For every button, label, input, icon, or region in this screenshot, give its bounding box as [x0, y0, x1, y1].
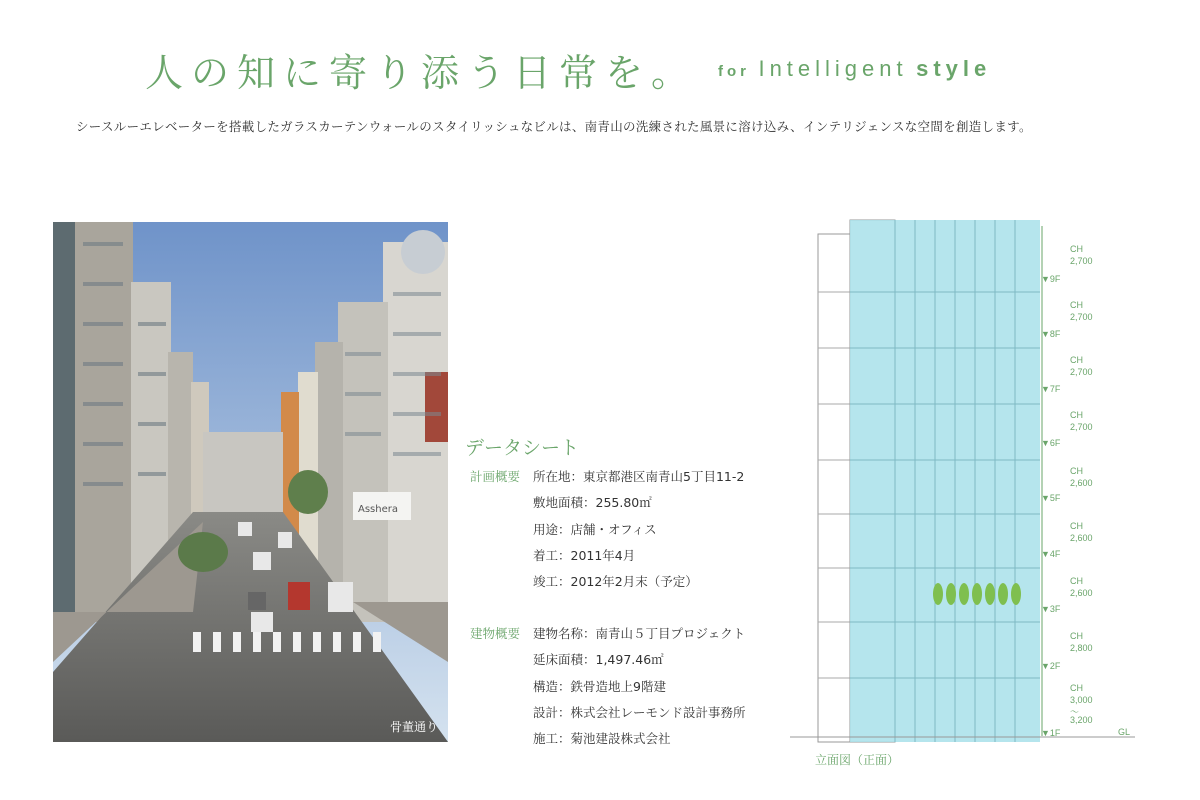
building-structure: 構造：鉄骨造地上9階建 [533, 678, 666, 694]
tagline-intelligent: Intelligent [758, 56, 908, 81]
floor-5f: ▼5F [1041, 493, 1061, 503]
plan-use: 用途：店舗・オフィス [533, 521, 657, 537]
building-name: 建物名称：南青山５丁目プロジェクト [533, 626, 746, 641]
plan-completion: 竣工：2012年2月末（予定） [533, 574, 698, 590]
ch-label-9f: CH [1070, 244, 1083, 254]
ch-value-3f: 2,600 [1070, 588, 1093, 598]
ch-label-2f: CH [1070, 631, 1083, 641]
plan-start: 着工：2011年4月 [533, 547, 636, 563]
ch-value-7f: 2,700 [1070, 367, 1093, 377]
photo-caption: 骨董通り [390, 720, 439, 734]
building-floor-area: 延床面積：1,497.46㎡ [533, 652, 664, 668]
ch-label-7f: CH [1070, 355, 1083, 365]
ch-value-1f-max: 3,200 [1070, 715, 1093, 725]
ground-level-label: GL [1118, 727, 1131, 737]
building-designer: 設計：株式会社レーモンド設計事務所 [533, 704, 746, 720]
building-overview-label: 建物概要 [470, 626, 521, 641]
plan-location: 所在地：東京都港区南青山5丁目11-2 [533, 469, 745, 484]
headline: 人の知に寄り添う日常を。 [145, 51, 698, 95]
street-photo [53, 222, 448, 742]
street-photo-illustration [53, 222, 448, 742]
lead-text: シースルーエレベーターを搭載したガラスカーテンウォールのスタイリッシュなビルは、南青山の洗練された風景に溶け込み、インテリジェンスな空間を創造します。 [76, 119, 1032, 134]
plan-overview-label: 計画概要 [470, 469, 521, 484]
tagline [718, 56, 991, 82]
floor-3f: ▼3F [1041, 604, 1061, 614]
shop-sign: Asshera [358, 504, 398, 515]
ch-label-1f: CH [1070, 683, 1083, 693]
ch-label-6f: CH [1070, 410, 1083, 420]
elevation-caption: 立面図（正面） [815, 753, 900, 767]
ch-value-5f: 2,600 [1070, 478, 1093, 488]
floor-1f: ▼1F [1041, 728, 1061, 738]
ch-label-5f: CH [1070, 466, 1083, 476]
ch-value-2f: 2,800 [1070, 643, 1093, 653]
ch-label-4f: CH [1070, 521, 1083, 531]
ch-value-8f: 2,700 [1070, 312, 1093, 322]
ch-value-1f: 3,000 [1070, 695, 1093, 705]
datasheet-title: データシート [465, 437, 580, 459]
floor-8f: ▼8F [1041, 329, 1061, 339]
floor-7f: ▼7F [1041, 384, 1061, 394]
plan-site-area: 敷地面積：255.80㎡ [533, 495, 652, 511]
ch-label-3f: CH [1070, 576, 1083, 586]
building-contractor: 施工：菊池建設株式会社 [533, 731, 671, 747]
floor-4f: ▼4F [1041, 549, 1061, 559]
ch-value-4f: 2,600 [1070, 533, 1093, 543]
ch-value-6f: 2,700 [1070, 422, 1093, 432]
tagline-style: style [916, 56, 992, 81]
floor-2f: ▼2F [1041, 661, 1061, 671]
ch-value-1f-range: ～ [1070, 707, 1080, 717]
ch-value-9f: 2,700 [1070, 256, 1093, 266]
floor-9f: ▼9F [1041, 274, 1061, 284]
floor-6f: ▼6F [1041, 438, 1061, 448]
ch-label-8f: CH [1070, 300, 1083, 310]
tagline-for: for [718, 63, 750, 80]
